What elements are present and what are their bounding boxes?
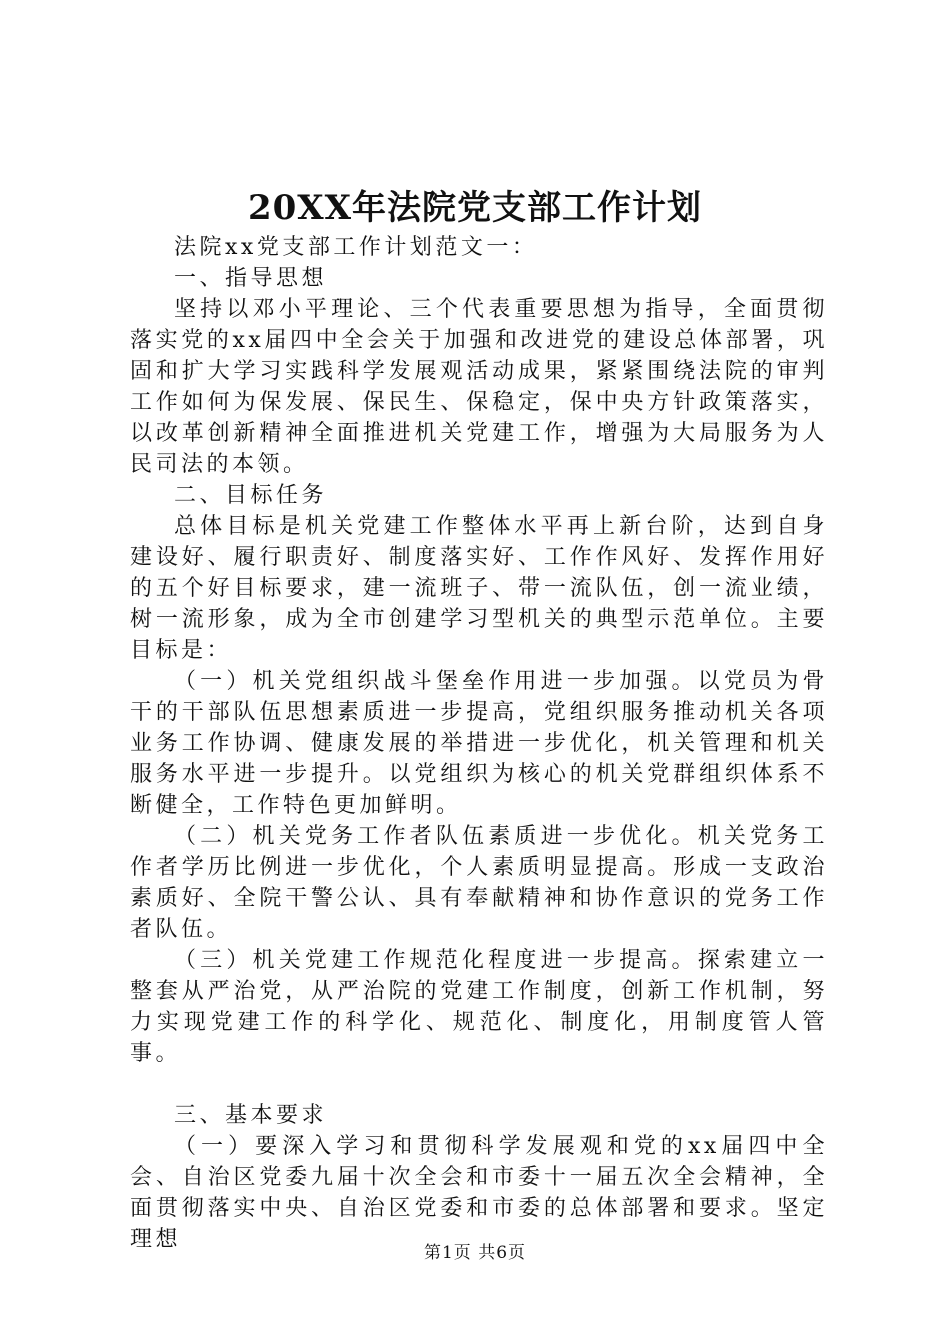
paragraph-intro: 法院xx党支部工作计划范文一： — [174, 235, 538, 260]
paragraph-guiding-thought: 坚持以邓小平理论、三个代表重要思想为指导，全面贯彻落实党的xx届四中全会关于加强和改进党的建设总体部署，巩固和扩大学习实践科学发展观活动成果，紧紧围绕法院的审判工作如何为保发展、保民生、保稳定，保中央方针政策落实，以改革创新精神全面推进机关党建工作，增强为大局服务为人民司法的本领。 — [130, 297, 828, 477]
heading-goals: 二、目标任务 — [174, 483, 328, 508]
heading-requirements: 三、基本要求 — [174, 1103, 328, 1128]
document-title: 20XX年法院党支部工作计划 — [247, 188, 703, 228]
paragraph-goal-2: （二）机关党务工作者队伍素质进一步优化。机关党务工作者学历比例进一步优化，个人素质明显提高。形成一支政治素质好、全院干警公认、具有奉献精神和协作意识的党务工作者队伍。 — [130, 824, 828, 942]
paragraph-goal-1: （一）机关党组织战斗堡垒作用进一步加强。以党员为骨干的干部队伍思想素质进一步提高，党组织服务推动机关各项业务工作协调、健康发展的举措进一步优化，机关管理和机关服务水平进一步提升。以党组织为核心的机关党群组织体系不断健全，工作特色更加鲜明。 — [130, 669, 828, 818]
page-footer: 第1页 共6页 — [423, 1243, 527, 1263]
paragraph-goals: 总体目标是机关党建工作整体水平再上新台阶，达到自身建设好、履行职责好、制度落实好、工作作风好、发挥作用好的五个好目标要求，建一流班子、带一流队伍，创一流业绩，树一流形象，成为全市创建学习型机关的典型示范单位。主要目标是： — [130, 514, 828, 663]
document-body — [130, 232, 828, 1255]
heading-guiding-thought: 一、指导思想 — [174, 266, 328, 291]
paragraph-goal-3: （三）机关党建工作规范化程度进一步提高。探索建立一整套从严治党，从严治院的党建工作制度，创新工作机制，努力实现党建工作的科学化、规范化、制度化，用制度管人管事。 — [130, 948, 828, 1066]
paragraph-requirement-1: （一）要深入学习和贯彻科学发展观和党的xx届四中全会、自治区党委九届十次全会和市委十一届五次全会精神，全面贯彻落实中央、自治区党委和市委的总体部署和要求。坚定理想 — [130, 1134, 828, 1252]
